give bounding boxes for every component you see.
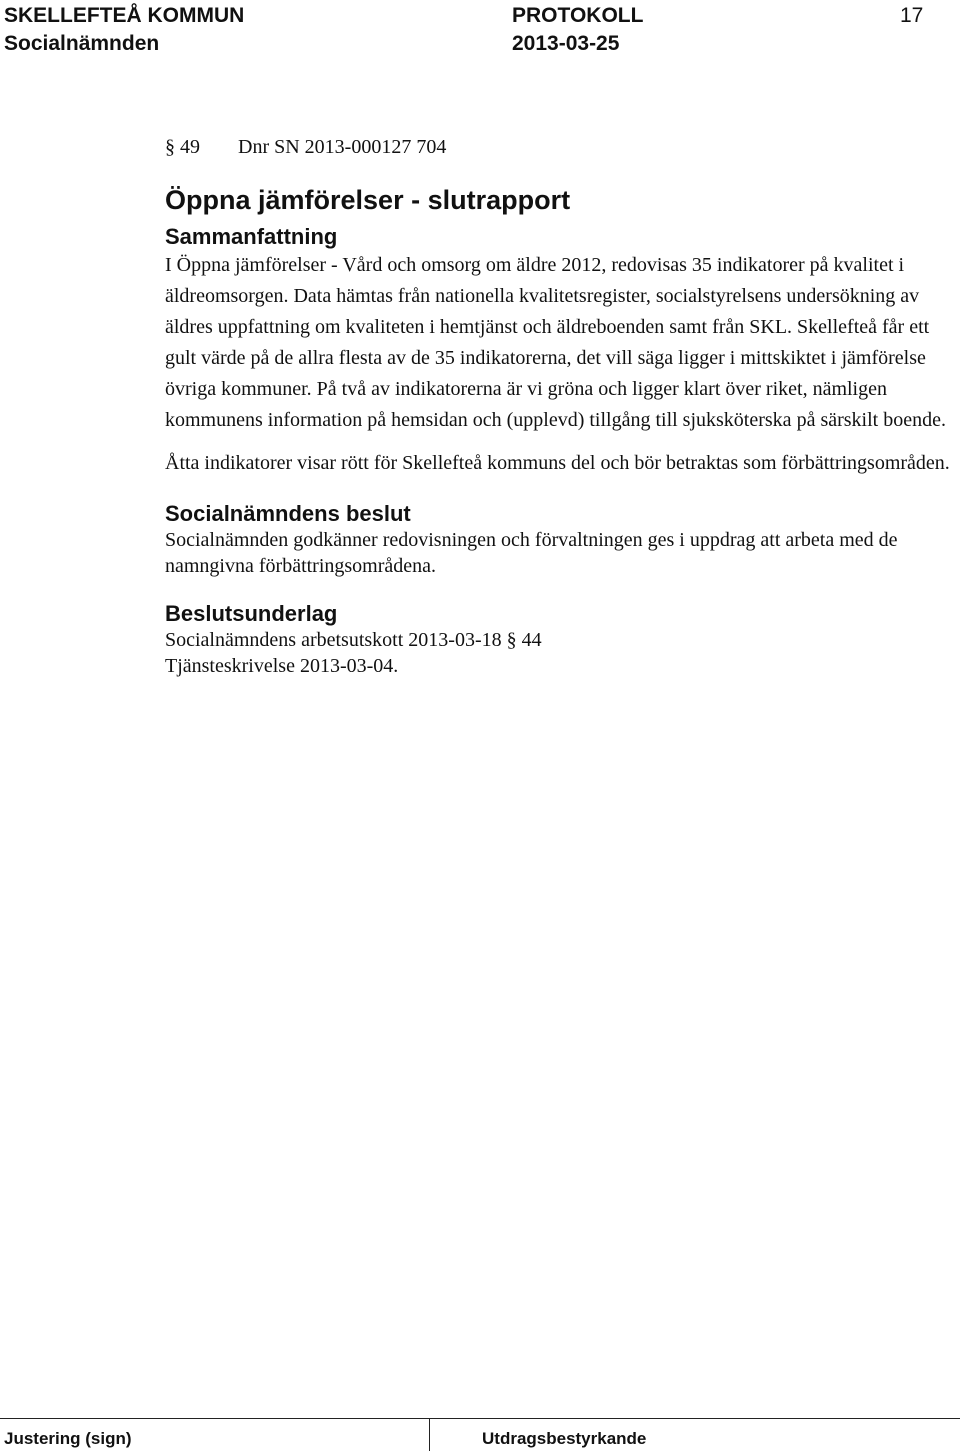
decision-text: Socialnämnden godkänner redovisningen och förvaltningen ges i uppdrag att arbeta med de namngivna förbättringsområdena. [165, 529, 898, 577]
diary-number: Dnr SN 2013-000127 704 [238, 136, 447, 158]
page-number: 17 [900, 4, 924, 27]
document-body [165, 132, 955, 679]
summary-paragraph-1: I Öppna jämförelser - Vård och omsorg om äldre 2012, redovisas 35 indikatorer på kvalitet i äldreomsorgen. Data hämtas från nationella kvalitetsregister, socialstyrelsens undersökning av äldres uppfattning om kvaliteten i hemtjänst och äldreboenden samt från SKL. Skellefteå får ett gult värde på de allra flesta av de 35 indikatorerna, det vill säga ligger i mittskiktet i jämförelse övriga kommuner. På två av indikatorerna är vi gröna och ligger klart över riket, nämligen kommunens information på hemsidan och (upplevd) tillgång till sjuksköterska på särskilt boende. [165, 254, 946, 431]
section-number: 49 [180, 136, 200, 158]
item-title: Öppna jämförelser - slutrapport [165, 185, 571, 215]
basis-line-1 [165, 627, 955, 653]
item-reference-line [165, 132, 955, 162]
footer-signature-label: Justering (sign) [4, 1429, 132, 1448]
header-organization: SKELLEFTEÅ KOMMUN [4, 4, 245, 27]
decision-heading: Socialnämndens beslut [165, 501, 411, 526]
basis-line-1-text: Socialnämndens arbetsutskott 2013-03-18 [165, 629, 502, 651]
footer-signature-box [0, 1418, 430, 1451]
summary-heading: Sammanfattning [165, 224, 338, 249]
basis-line-1-number: 44 [521, 629, 542, 651]
header-date: 2013-03-25 [512, 32, 620, 55]
footer-certification-box [430, 1418, 960, 1451]
section-symbol: § [165, 136, 175, 158]
summary-paragraph-2: Åtta indikatorer visar rött för Skellefteå kommuns del och bör betraktas som förbättringsområden. [165, 452, 950, 474]
basis-heading: Beslutsunderlag [165, 601, 338, 626]
section-symbol: § [506, 629, 517, 651]
basis-line-2: Tjänsteskrivelse 2013-03-04. [165, 655, 399, 677]
header-document-type: PROTOKOLL [512, 4, 644, 27]
header-committee: Socialnämnden [4, 32, 160, 55]
footer-certification-label: Utdragsbestyrkande [482, 1429, 647, 1448]
